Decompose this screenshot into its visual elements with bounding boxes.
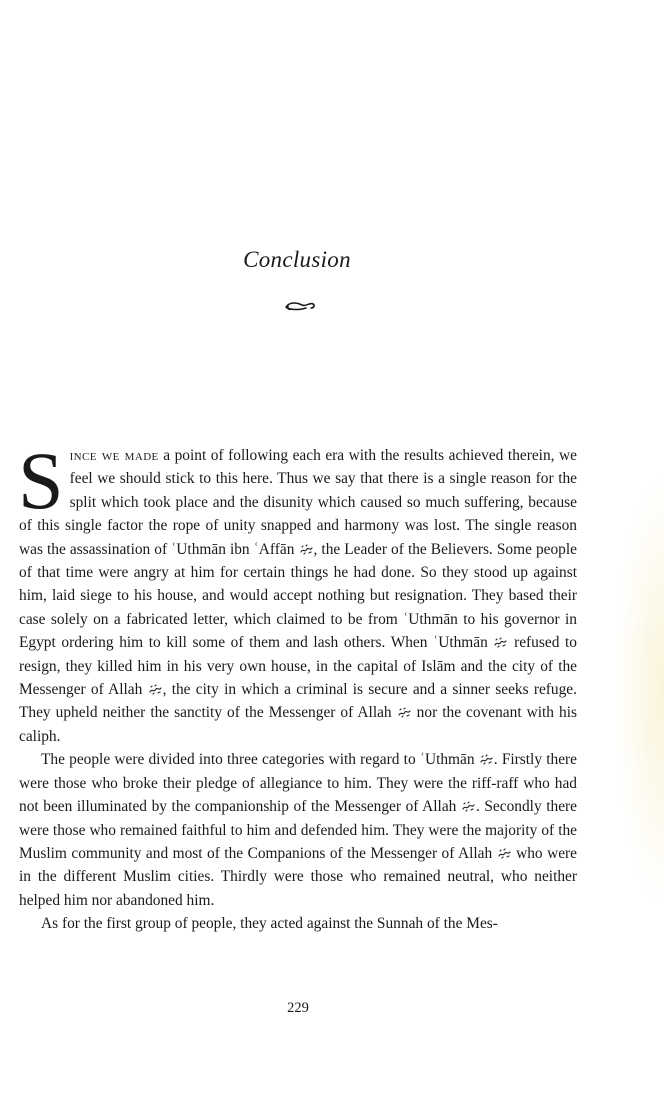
- paragraph-1-text-c: refused to resign, they killed him in his very own house, in the capital of Islām and the city of the Messenger of Allah: [19, 634, 578, 699]
- arabic-honorific-icon: [462, 801, 475, 812]
- arabic-honorific-icon: [494, 637, 507, 648]
- paragraph-3: As for the first group of people, they acted against the Sunnah of the Mes-: [41, 915, 498, 933]
- arabic-honorific-icon: [480, 754, 493, 765]
- paragraph-2-text-b: . Firstly there were those who broke their pledge of allegiance to him. They were the riff-raff who had not been illuminated by the companionship of the Messenger of Allah: [19, 751, 577, 816]
- arabic-honorific-icon: [398, 707, 411, 718]
- chapter-body: [18, 435, 578, 936]
- paragraph-1-text-e: nor the covenant with his caliph.: [19, 704, 577, 745]
- arabic-honorific-icon: [498, 848, 511, 859]
- paragraph-1-text-d: , the city in which a criminal is secure and a sinner seeks refuge. They upheld neither the sanctity of the Messenger of Allah: [19, 681, 577, 722]
- paragraph-2: [19, 748, 577, 912]
- paragraph-1-text-a: a point of following each era with the results achieved therein, we feel we should stick to this here. Thus we say that there is a single reason for the split which took place and the disunity which caused so much suffering, because of this single factor the rope of unity snapped and harmony was lost. The single reason was the assassination of ʿUthmān ibn ʿAffān: [19, 447, 577, 558]
- page-edge-shading: [614, 470, 664, 910]
- drop-cap: S: [18, 435, 64, 526]
- paragraph-2-text-c: . Secondly there were those who remained faithful to him and defended him. They were the majority of the Muslim community and most of the Companions of the Messenger of Allah: [19, 798, 577, 862]
- paragraph-1: [18, 435, 578, 748]
- opening-small-caps: ince we made: [69, 447, 159, 464]
- paragraph-1-text-b: , the Leader of the Believers. Some people of that time were angry at him for certain things he had done. So they stood up against him, laid siege to his house, and would accept nothing but resignation. They based their case solely on a fabricated letter, which claimed to be from ʿUthmān to his governor in Egypt ordering him to kill some of them and lash others. When ʿUthmān: [19, 540, 577, 652]
- flourish-ornament-icon: [284, 299, 316, 313]
- paragraph-2-text-a: The people were divided into three categories with regard to ʿUthmān: [41, 751, 479, 769]
- arabic-honorific-icon: [149, 684, 162, 695]
- arabic-honorific-icon: [300, 544, 313, 555]
- paragraph-2-text-d: who were in the different Muslim cities. Thirdly were those who remained neutral, who neither helped him nor abandoned him.: [19, 844, 577, 909]
- chapter-title: Conclusion: [243, 247, 351, 272]
- page-number: 229: [287, 1000, 309, 1016]
